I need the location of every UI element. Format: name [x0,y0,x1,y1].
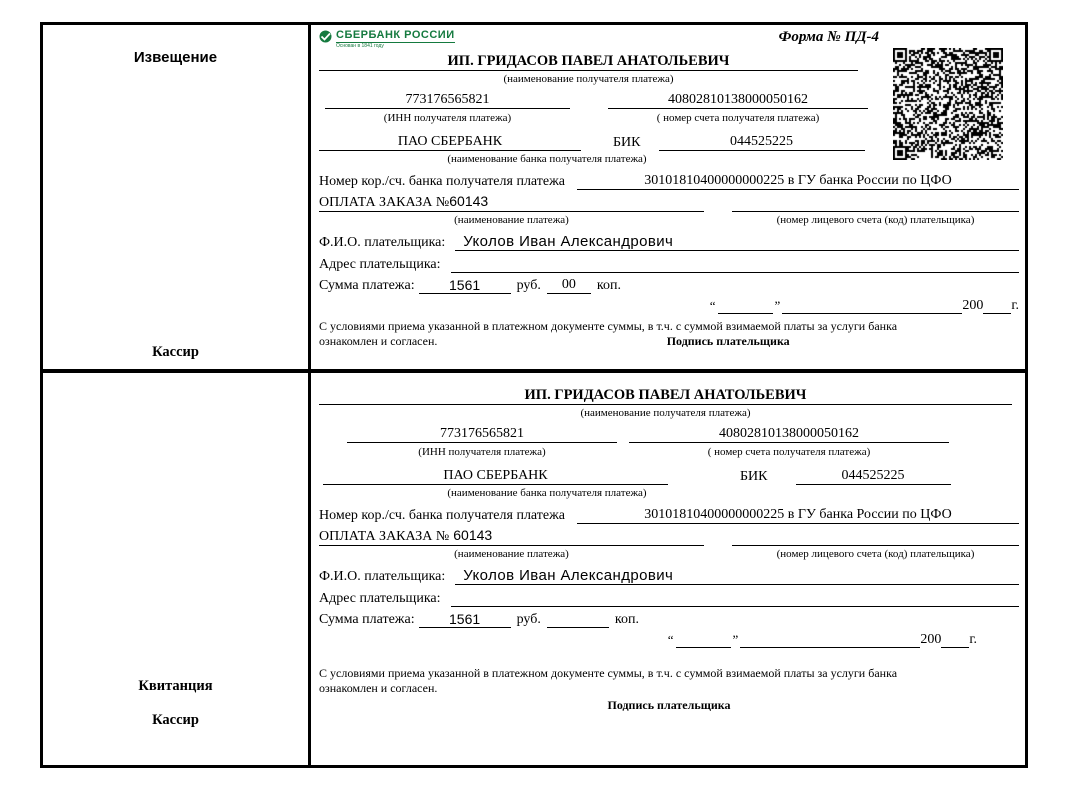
receipt-side-cell [43,373,311,765]
payer-name-value: Уколов Иван Александрович [455,233,1019,251]
bik-label: БИК [613,135,641,150]
payee-caption: (наименование получателя платежа) [503,73,674,85]
order-number: 60143 [453,527,493,543]
payer-address-label: Адрес плательщика: [319,257,441,272]
personal-account-caption: (номер лицевого счета (код) плательщика) [776,214,975,226]
kop-label: коп. [596,278,621,293]
bik-value: 044525225 [659,134,865,151]
account-caption: ( номер счета получателя платежа) [707,446,871,458]
date-month-field [782,313,962,314]
inn-caption: (ИНН получателя платежа) [383,112,512,124]
date-day-field [676,647,731,648]
payee-account-value: 40802810138000050162 [629,426,949,443]
payer-fio-label: Ф.И.О. плательщика: [319,569,446,584]
agreement-text [319,666,1019,713]
payer-address-value [451,606,1019,607]
payment-caption: (наименование платежа) [454,214,569,226]
payee-name: ИП. ГРИДАСОВ ПАВЕЛ АНАТОЛЬЕВИЧ [319,387,1012,405]
payer-fio-label: Ф.И.О. плательщика: [319,235,446,250]
amount-label: Сумма платежа: [319,612,415,627]
payee-account-value: 40802810138000050162 [608,92,868,109]
payer-name-value: Уколов Иван Александрович [455,567,1019,585]
year-suffix: г. [969,632,977,647]
date-quote-close: ” [774,298,781,313]
payment-name-prefix: ОПЛАТА ЗАКАЗА № [319,529,450,544]
rub-label: руб. [516,612,541,627]
sberbank-logo-tagline: Основан в 1841 году [336,43,384,49]
inn-caption: (ИНН получателя платежа) [418,446,546,458]
agreement-line2: ознакомлен и согласен. [319,680,438,695]
notice-label: Извещение [133,49,218,66]
sberbank-logo [319,29,455,49]
account-caption: ( номер счета получателя платежа) [656,112,820,124]
year-field [941,647,969,648]
bik-label: БИК [740,469,768,484]
bik-value: 044525225 [796,468,951,485]
bank-caption: (наименование банка получателя платежа) [447,153,647,165]
rub-label: руб. [516,278,541,293]
agreement-line1: С условиями приема указанной в платежном документе суммы, в т.ч. с суммой взимаемой платы за услуги банка [319,666,898,680]
amount-kop-value [547,627,609,628]
payment-name-prefix: ОПЛАТА ЗАКАЗА № [319,195,450,210]
personal-account-field [732,211,1019,212]
date-quote-close: ” [732,632,739,647]
date-quote-open: “ [667,632,674,647]
order-number: 60143 [449,193,489,209]
bank-name-value: ПАО СБЕРБАНК [319,134,581,151]
year-prefix: 200 [962,298,984,313]
notice-side-cell [43,25,311,373]
payee-caption: (наименование получателя платежа) [580,407,751,419]
receipt-form [311,373,1025,713]
bank-name-value: ПАО СБЕРБАНК [323,468,668,485]
year-suffix: г. [1011,298,1019,313]
year-prefix: 200 [920,632,942,647]
amount-kop-value: 00 [547,277,591,294]
sberbank-logo-icon [319,29,332,43]
notice-content-cell [311,25,1025,373]
personal-account-field [732,545,1019,546]
corr-account-value: 30101810400000000225 в ГУ банка России по ЦФО [577,507,1019,524]
cashier-label-bottom: Кассир [152,712,199,728]
receipt-label: Квитанция [138,678,213,694]
agreement-line2: ознакомлен и согласен. [319,333,438,348]
year-field [983,313,1011,314]
corr-account-label: Номер кор./сч. банка получателя платежа [319,174,565,189]
payer-signature-label: Подпись плательщика [666,333,790,348]
payee-inn-value: 773176565821 [325,92,570,109]
kop-label: коп. [614,612,639,627]
agreement-line1: С условиями приема указанной в платежном документе суммы, в т.ч. с суммой взимаемой платы за услуги банка [319,319,898,333]
cashier-label-top: Кассир [152,344,199,360]
payer-address-label: Адрес плательщика: [319,591,441,606]
payer-address-value [451,272,1019,273]
agreement-text [319,319,1019,348]
bank-caption: (наименование банка получателя платежа) [447,487,647,499]
payee-inn-value: 773176565821 [347,426,617,443]
amount-rub-value: 1561 [419,611,511,628]
date-month-field [740,647,920,648]
payment-name-field [319,527,704,546]
receipt-content-cell [311,373,1025,765]
corr-account-value: 30101810400000000225 в ГУ банка России по ЦФО [577,173,1019,190]
payee-name: ИП. ГРИДАСОВ ПАВЕЛ АНАТОЛЬЕВИЧ [319,53,858,71]
date-day-field [718,313,773,314]
personal-account-caption: (номер лицевого счета (код) плательщика) [776,548,975,560]
amount-rub-value: 1561 [419,277,511,294]
form-table [40,22,1028,768]
form-number-title: Форма № ПД-4 [778,29,879,45]
qr-code [893,48,1003,160]
amount-label: Сумма платежа: [319,278,415,293]
sberbank-logo-text: СБЕРБАНК РОССИИ [336,29,455,41]
corr-account-label: Номер кор./сч. банка получателя платежа [319,508,565,523]
date-quote-open: “ [709,298,716,313]
payment-name-field [319,193,704,212]
payer-signature-label: Подпись плательщика [607,698,731,712]
payment-caption: (наименование платежа) [454,548,569,560]
